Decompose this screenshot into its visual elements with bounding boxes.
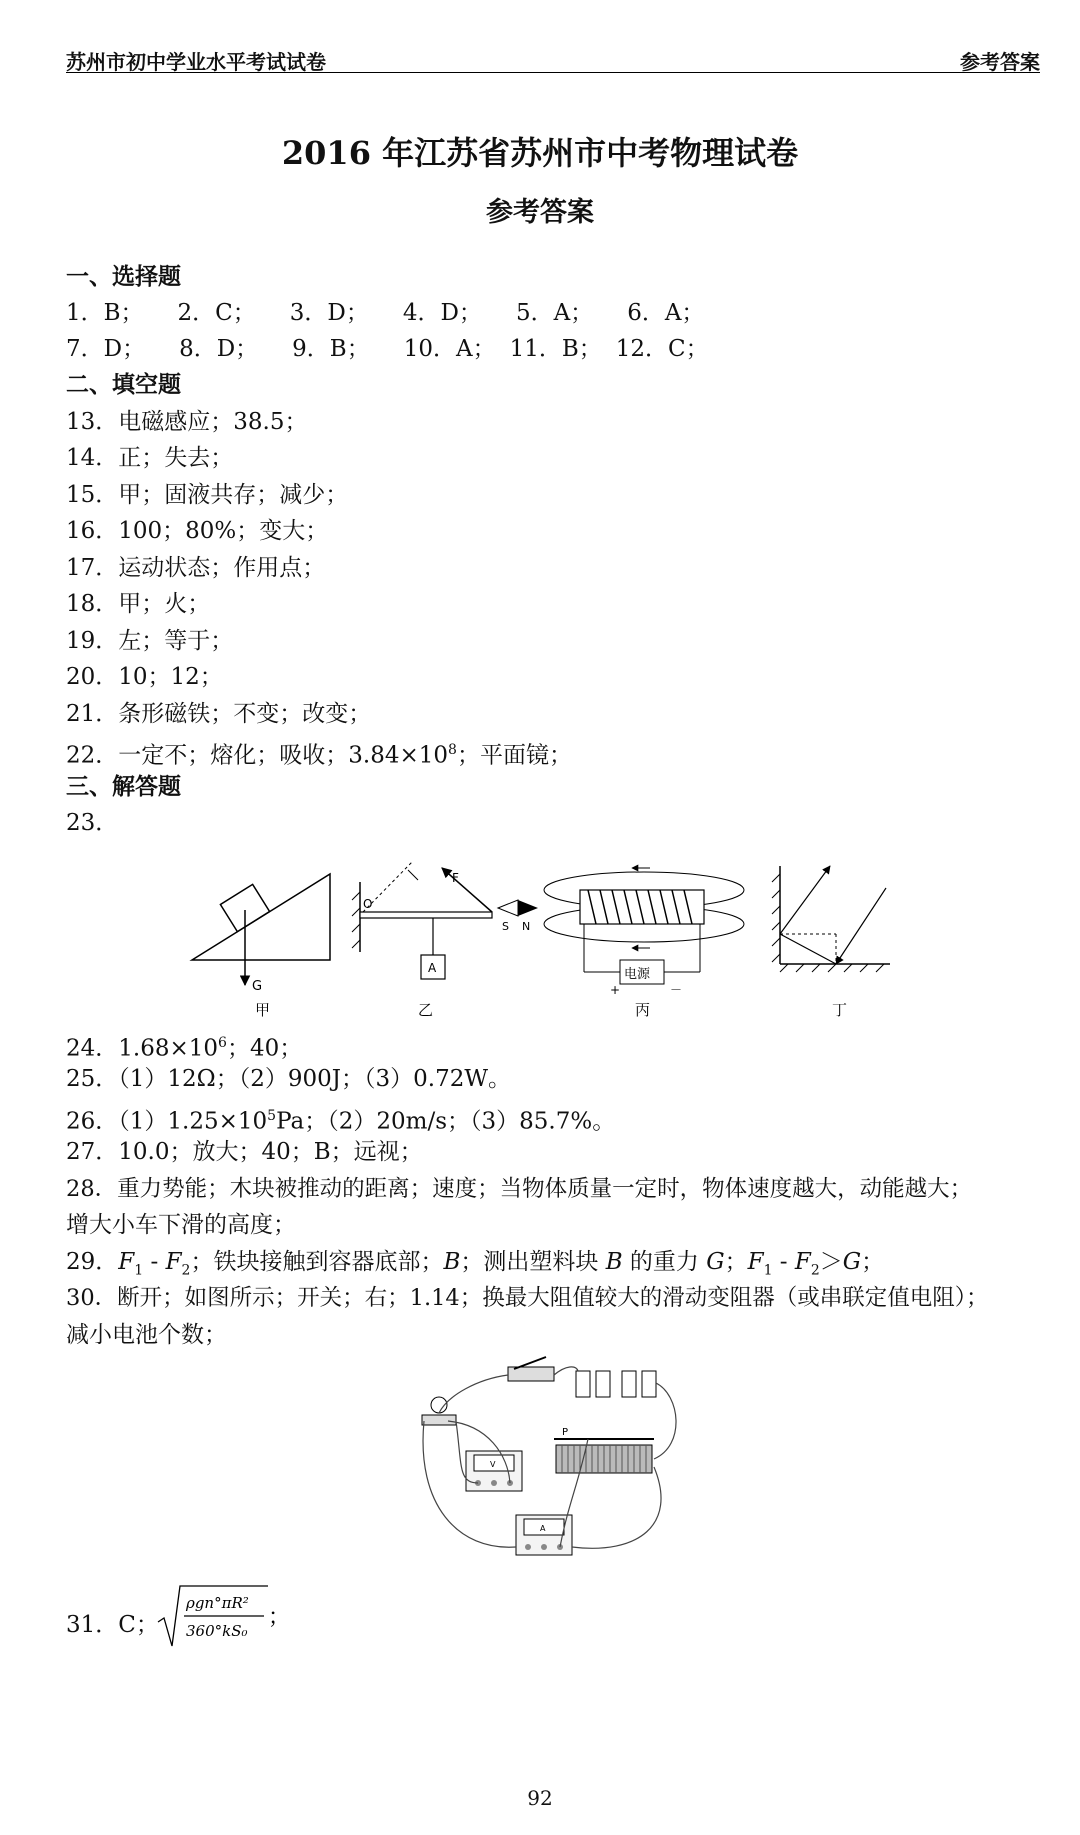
- label-A-meter: A: [540, 1524, 546, 1533]
- answer-30-circuit: [418, 1355, 688, 1565]
- answer-16: 16．100；80%；变大；: [66, 518, 329, 544]
- answer-item: 1．B；: [66, 300, 144, 326]
- answer-item: 5．A；: [515, 300, 594, 326]
- label-jia: 甲: [255, 1001, 271, 1019]
- section-heading-solve: 三、解答题: [66, 773, 181, 800]
- exponent: 6: [218, 1035, 227, 1051]
- answer-14: 14．正；失去；: [66, 445, 234, 471]
- answer-31-formula: [156, 1582, 291, 1652]
- answer-29-part: B: [443, 1249, 461, 1275]
- label-yi: 乙: [418, 1001, 434, 1019]
- answer-29-part: ＞: [819, 1249, 843, 1275]
- answer-item: 3．D；: [289, 300, 369, 326]
- answer-30-line-2: 减小电池个数；: [66, 1322, 227, 1348]
- answer-29-part: G: [842, 1249, 862, 1275]
- label-plus: +: [610, 983, 621, 997]
- answer-29-part: F: [747, 1249, 764, 1275]
- label-N: N: [522, 920, 531, 933]
- answer-23-diagrams: [180, 860, 920, 1020]
- subscript: 2: [181, 1262, 191, 1279]
- label-A-weight: A: [428, 961, 437, 975]
- subscript: 1: [134, 1262, 144, 1279]
- answer-29-part: 的重力: [622, 1249, 707, 1275]
- diagram-lever: [352, 862, 492, 1019]
- formula-numerator: ρgn°πR²: [186, 1594, 249, 1612]
- answer-28-line-1: 28．重力势能；木块被推动的距离；速度；当物体质量一定时，物体速度越大，动能越大；: [66, 1176, 973, 1202]
- formula-denominator: 360°kS₀: [186, 1622, 248, 1640]
- answer-29-part: F: [794, 1249, 811, 1275]
- answer-20: 20．10；12；: [66, 664, 223, 690]
- answer-28-line-2: 增大小车下滑的高度；: [66, 1212, 296, 1238]
- answer-item: 10．A；: [403, 336, 496, 362]
- answer-26-part: Pa；（2）20m/s；（3）85.7%。: [276, 1108, 616, 1135]
- answer-24-part: 24．1.68×10: [66, 1035, 219, 1062]
- answer-29-part: ；: [861, 1249, 885, 1275]
- answer-24-part: ；40；: [226, 1035, 303, 1062]
- exponent: 5: [267, 1108, 277, 1124]
- answer-22-part: ；平面镜；: [456, 742, 572, 769]
- answer-item: 8．D；: [179, 336, 259, 362]
- label-G: G: [252, 979, 263, 994]
- answer-24: [66, 1028, 302, 1064]
- answer-item: 2．C；: [177, 300, 256, 326]
- header-divider: [66, 72, 1040, 73]
- choice-answers-row-1: [66, 298, 704, 328]
- diagram-mirrors: [772, 866, 890, 1019]
- answer-23: 23．: [66, 810, 119, 836]
- answer-15: 15．甲；固液共存；减少；: [66, 482, 349, 508]
- answer-29-part: ；铁块接触到容器底部；: [190, 1249, 444, 1275]
- answer-22: [66, 735, 572, 771]
- answer-18: 18．甲；火；: [66, 591, 211, 617]
- page-number: 92: [527, 1786, 553, 1810]
- choice-answers-row-2: [66, 334, 709, 364]
- answer-29-part: 29．: [66, 1249, 119, 1275]
- page-subtitle: 参考答案: [486, 197, 594, 228]
- label-minus: －: [670, 983, 683, 997]
- label-bing: 丙: [635, 1001, 651, 1019]
- answer-item: 4．D；: [402, 300, 482, 326]
- answer-29-part: F: [118, 1249, 135, 1275]
- label-O: O: [363, 897, 373, 911]
- label-P: P: [562, 1427, 569, 1438]
- answer-19: 19．左；等于；: [66, 628, 234, 654]
- exponent: 8: [448, 742, 457, 758]
- answer-item: 9．B；: [292, 336, 370, 362]
- answer-29-part: G: [706, 1249, 725, 1275]
- answer-31: 31．C；: [66, 1612, 159, 1638]
- answer-29-part: ；: [724, 1249, 748, 1275]
- subscript: 2: [810, 1262, 820, 1279]
- label-F: F: [452, 871, 459, 885]
- answer-26: [66, 1101, 615, 1137]
- section-heading-fill: 二、填空题: [66, 371, 181, 398]
- answer-29-part: B: [605, 1249, 623, 1275]
- label-ding: 丁: [832, 1001, 848, 1019]
- formula-end: ；: [268, 1605, 291, 1630]
- answer-27: 27．10.0；放大；40；B；远视；: [66, 1139, 423, 1165]
- subscript: 1: [763, 1262, 773, 1279]
- answer-26-part: 26．（1）1.25×10: [66, 1108, 268, 1135]
- answer-29-part: -: [143, 1249, 166, 1275]
- diagram-incline: [192, 874, 330, 1019]
- header-answer-label: 参考答案: [960, 50, 1040, 74]
- answer-29-part: -: [772, 1249, 795, 1275]
- label-S: S: [502, 920, 509, 933]
- answer-29: [66, 1247, 884, 1286]
- answer-30-line-1: 30．断开；如图所示；开关；右；1.14；换最大阻值较大的滑动变阻器（或串联定值电阻）；: [66, 1285, 989, 1311]
- label-power: 电源: [624, 967, 651, 982]
- answer-22-part: 22．一定不；熔化；吸收；3.84×10: [66, 742, 449, 769]
- answer-item: 11．B；: [509, 336, 602, 362]
- answer-21: 21．条形磁铁；不变；改变；: [66, 701, 372, 727]
- section-heading-choice: 一、选择题: [66, 263, 181, 290]
- diagram-solenoid: [498, 868, 744, 1019]
- label-V: V: [490, 1460, 496, 1469]
- answer-29-part: ；测出塑料块: [460, 1249, 606, 1275]
- page-title: 2016 年江苏省苏州市中考物理试卷: [281, 134, 799, 172]
- answer-17: 17．运动状态；作用点；: [66, 555, 326, 581]
- answer-item: 12．C；: [615, 336, 709, 362]
- answer-item: 6．A；: [627, 300, 705, 326]
- answer-29-part: F: [165, 1249, 182, 1275]
- header-title: 苏州市初中学业水平考试试卷: [66, 50, 326, 74]
- answer-13: 13．电磁感应；38.5；: [66, 409, 308, 435]
- answer-item: 7．D；: [66, 336, 146, 362]
- answer-25: 25．（1）12Ω；（2）900J；（3）0.72W。: [66, 1066, 511, 1092]
